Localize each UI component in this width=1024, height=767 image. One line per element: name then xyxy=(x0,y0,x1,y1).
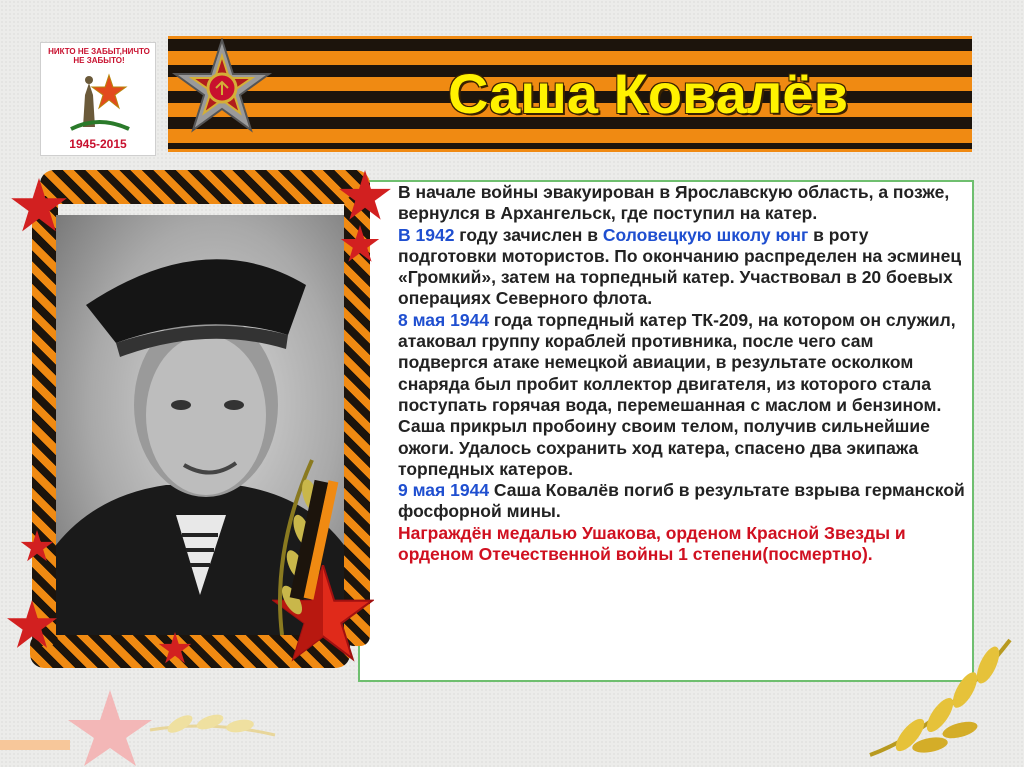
solovetsky-school: Соловецкую школу юнг xyxy=(602,224,809,245)
order-patriotic-war-icon xyxy=(170,38,274,150)
date-8-may-1944: 8 мая 1944 xyxy=(398,309,490,330)
ribbon-frame-top xyxy=(40,170,370,204)
st-george-ribbon-banner xyxy=(168,36,972,152)
bio-paragraph-3-text: года торпедный катер ТК-209, на котором он служил, атаковал группу кораблей противника, после чего сам подвергся атаке немецкой авиации, в результате осколком снаряда был пробит коллектор двигателя, из которого стала поступать горячая вода, перемешанная с маслом и бензином. Саша прикрыл пробоину своим телом, получив сильнейшие ожоги. Удалось сохранить ход катера, спасено два экипажа торпедных катеров. xyxy=(398,309,956,479)
logo-years: 1945-2015 xyxy=(69,137,127,151)
red-star-icon xyxy=(158,632,192,666)
page-title: Саша Ковалёв xyxy=(447,62,848,125)
bio-paragraph-2-text-b: в роту подготовки мотористов. По окончанию распределен на эсминец «Громкий», затем на торпедный катер. Участвовал в 20 боевых операциях Северного флота. xyxy=(398,224,962,309)
red-star-icon xyxy=(10,178,68,236)
date-9-may-1944: 9 мая 1944 xyxy=(398,480,490,501)
bio-paragraph-4-text: Саша Ковалёв погиб в результате взрыва германской фосфорной мины. xyxy=(398,480,965,522)
biography xyxy=(398,182,968,565)
ribbon-frame-left xyxy=(32,196,58,646)
logo-slogan: НИКТО НЕ ЗАБЫТ,НИЧТО НЕ ЗАБЫТО! xyxy=(48,47,150,65)
laurel-branch-icon xyxy=(252,450,362,640)
bio-paragraph-2 xyxy=(398,225,968,310)
red-star-icon xyxy=(340,225,380,265)
bio-paragraph-2-text-a: году зачислен в xyxy=(454,224,603,245)
memorial-logo xyxy=(40,42,156,156)
red-star-icon xyxy=(338,170,392,224)
red-star-icon xyxy=(20,530,54,564)
red-star-icon xyxy=(6,600,58,652)
year-1942: В 1942 xyxy=(398,224,455,245)
bottom-left-star-laurel-icon xyxy=(0,680,280,766)
bio-paragraph-4 xyxy=(398,480,968,523)
bio-paragraph-3 xyxy=(398,310,968,480)
awards-text: Награждён медалью Ушакова, орденом Красной Звезды и орденом Отечественной войны 1 степени(посмертно). xyxy=(398,522,906,565)
bio-paragraph-1: В начале войны эвакуирован в Ярославскую область, а позже, вернулся в Архангельск, где поступил на катер. xyxy=(398,182,950,224)
monument-icon xyxy=(63,65,135,135)
bottom-right-laurel-icon xyxy=(860,620,1020,760)
